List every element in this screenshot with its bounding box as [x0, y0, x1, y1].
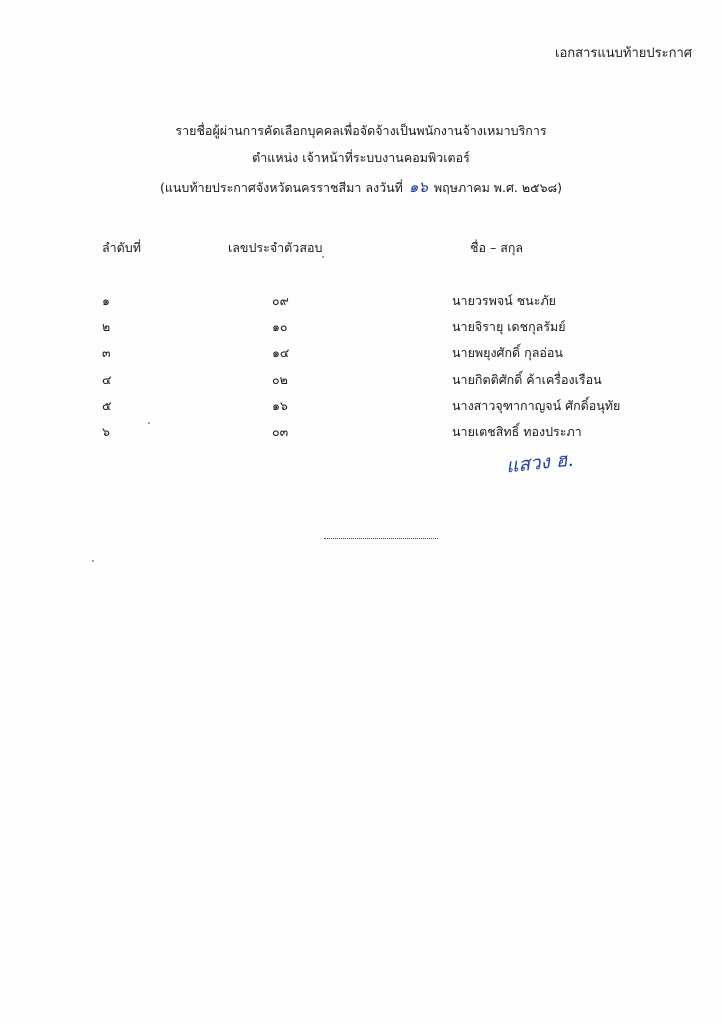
row-full-name: นายวรพจน์ ชนะภัย — [452, 293, 557, 308]
row-full-name: นางสาวจุฑากาญจน์ ศักดิ์อนุทัย — [452, 397, 621, 413]
scan-speck — [92, 560, 94, 562]
title-line-2: ตำแหน่ง เจ้าหน้าที่ระบบงานคอมพิวเตอร์ — [252, 150, 470, 165]
row-full-name: นายกิตติศักดิ์ ค้าเครื่องเรือน — [452, 371, 602, 387]
results-table — [0, 291, 722, 448]
handwritten-day: ๑๖ — [408, 178, 428, 196]
column-header-exam-id: เลขประจำตัวสอบ — [228, 240, 323, 255]
row-full-name: นายพยุงศักดิ์ กุลอ่อน — [452, 345, 563, 361]
column-header-order: ลำดับที่ — [102, 240, 141, 255]
row-order: ๑ — [102, 293, 110, 308]
row-exam-id: ๑๖ — [272, 397, 288, 413]
title-line-3-prefix: (แนบท้ายประกาศจังหวัดนครราชสีมา ลงวันที่ — [159, 180, 403, 195]
table-row — [0, 291, 722, 317]
scan-speck — [322, 256, 324, 258]
column-header-full-name: ชื่อ – สกุล — [470, 240, 524, 255]
row-exam-id: ๑๔ — [272, 345, 290, 361]
end-of-document-line — [324, 538, 438, 539]
table-row — [0, 343, 722, 369]
table-row — [0, 370, 722, 396]
row-order: ๔ — [102, 371, 112, 387]
document-attachment-tag: เอกสารแนบท้ายประกาศ — [555, 46, 692, 61]
table-row — [0, 422, 722, 448]
table-row — [0, 317, 722, 343]
row-order: ๒ — [102, 319, 111, 335]
row-exam-id: ๐๙ — [272, 293, 289, 308]
handwritten-initials: แสวง ฮ. — [505, 448, 575, 478]
row-order: ๖ — [102, 423, 110, 439]
title-line-3-suffix: พฤษภาคม พ.ศ. ๒๕๖๘) — [433, 180, 563, 195]
scan-speck — [148, 422, 150, 424]
row-exam-id: ๑๐ — [272, 319, 288, 335]
table-row — [0, 396, 722, 422]
row-exam-id: ๐๒ — [272, 371, 288, 387]
row-exam-id: ๐๓ — [272, 423, 289, 439]
row-full-name: นายเตชสิทธิ์ ทองประภา — [452, 423, 582, 439]
title-line-1: รายชื่อผู้ผ่านการคัดเลือกบุคคลเพื่อจัดจ้างเป็นพนักงานจ้างเหมาบริการ — [175, 123, 547, 138]
row-full-name: นายจิรายุ เดชกุลรัมย์ — [452, 319, 566, 335]
row-order: ๕ — [102, 397, 112, 413]
title-line-3 — [0, 175, 722, 199]
row-order: ๓ — [102, 345, 111, 361]
